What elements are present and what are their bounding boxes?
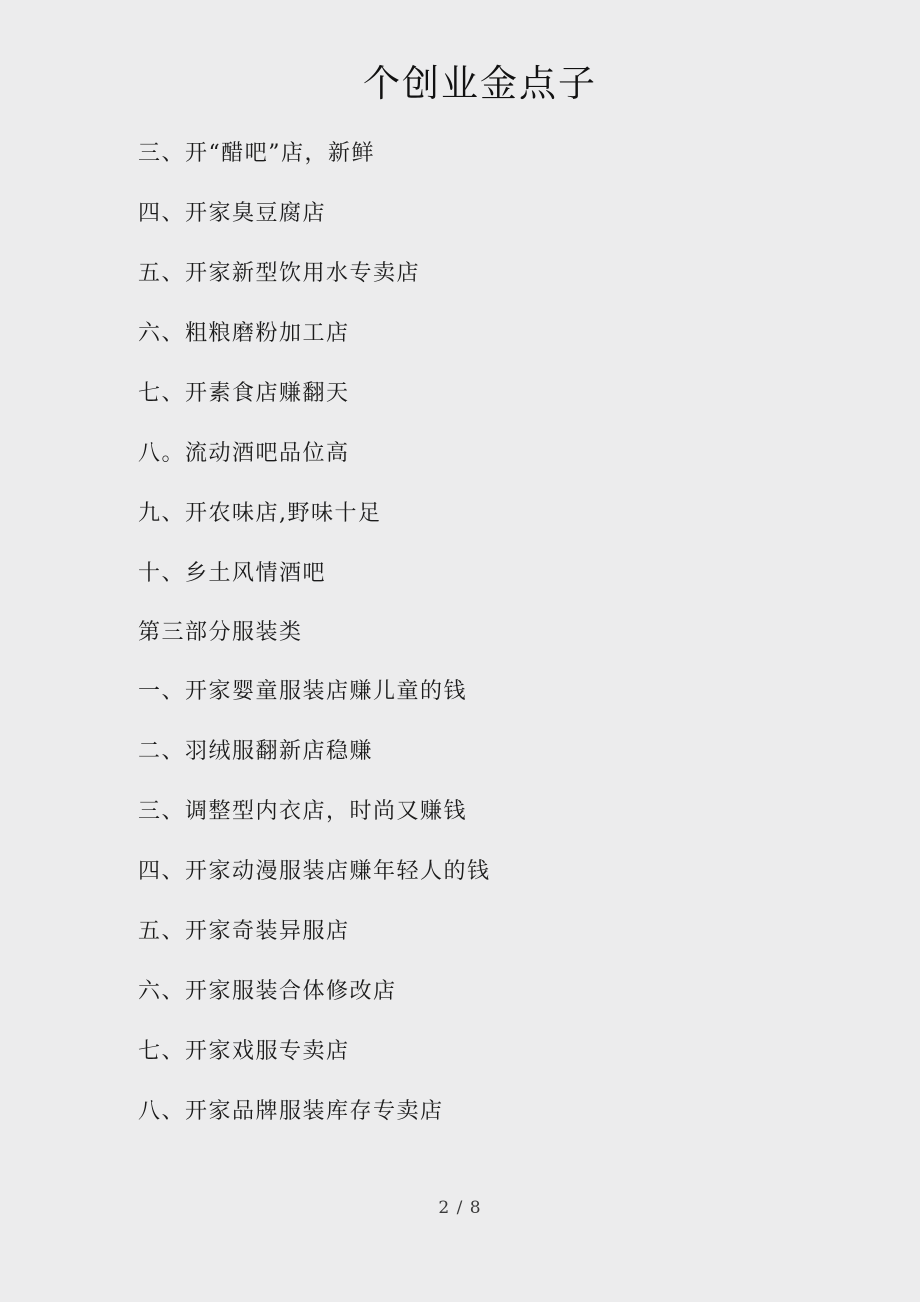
body-line: 一、开家婴童服装店赚儿童的钱 — [138, 679, 468, 705]
body-line: 十、乡土风情酒吧 — [138, 561, 327, 587]
body-line: 九、开农味店,野味十足 — [138, 501, 382, 527]
body-line: 五、开家新型饮用水专卖店 — [138, 261, 421, 287]
body-line: 三、调整型内衣店，时尚又赚钱 — [138, 799, 468, 825]
body-line: 二、羽绒服翻新店稳赚 — [138, 739, 374, 765]
body-line: 七、开家戏服专卖店 — [138, 1039, 350, 1065]
document-body — [0, 124, 920, 1142]
body-line: 六、开家服装合体修改店 — [138, 979, 397, 1005]
body-line: 三、开“醋吧”店，新鲜 — [138, 141, 375, 167]
page-title: 个创业金点子 — [363, 62, 597, 105]
body-line: 五、开家奇装异服店 — [138, 919, 350, 945]
body-line: 七、开素食店赚翻天 — [138, 381, 350, 407]
body-line: 第三部分服装类 — [138, 620, 303, 646]
body-line: 八。流动酒吧品位高 — [138, 441, 350, 467]
body-line: 四、开家臭豆腐店 — [138, 201, 327, 227]
body-line: 四、开家动漫服装店赚年轻人的钱 — [138, 859, 491, 885]
body-line: 六、粗粮磨粉加工店 — [138, 321, 350, 347]
page-number: 2 / 8 — [438, 1198, 482, 1218]
body-line: 八、开家品牌服装库存专卖店 — [138, 1099, 444, 1125]
